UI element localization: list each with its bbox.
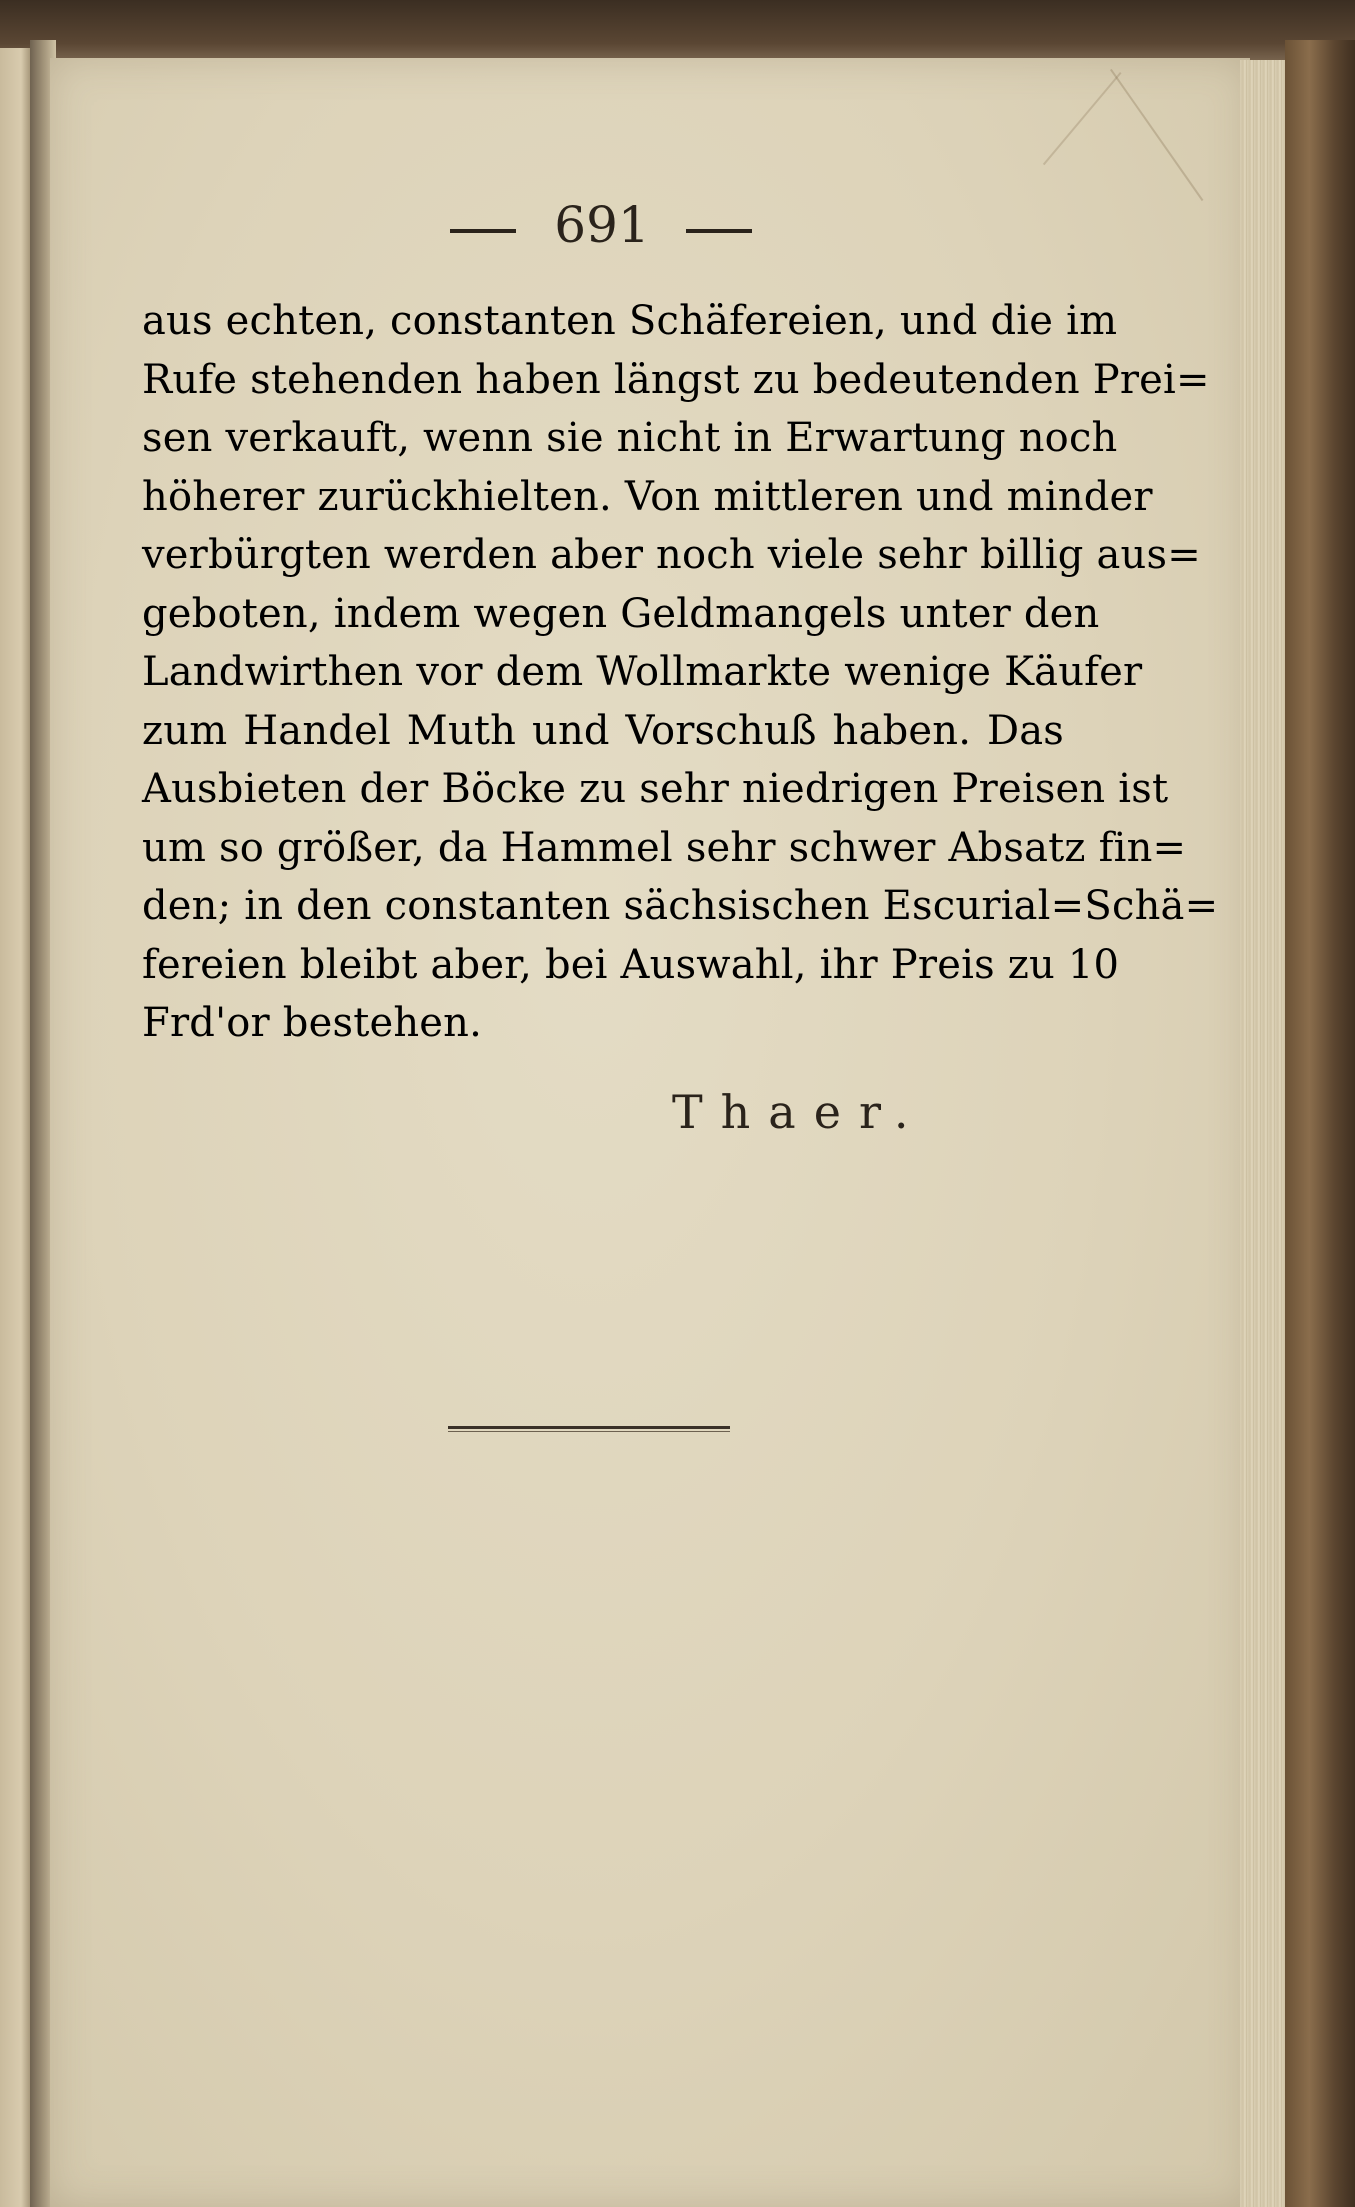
text-line: verbürgten werden aber noch viele sehr billig aus= — [142, 532, 1201, 578]
book-cover-edge — [1285, 40, 1355, 2207]
text-line: höherer zurückhielten. Von mittleren und minder — [142, 473, 1153, 520]
text-line: sen verkauft, wenn sie nicht in Erwartung noch — [142, 415, 1118, 461]
text-line: geboten, indem wegen Geldmangels unter den — [142, 590, 1100, 637]
text-line: aus echten, constanten Schäfereien, und die im — [142, 298, 1118, 344]
text-line: Landwirthen vor dem Wollmarkte wenige Käufer — [142, 649, 1143, 695]
text-line: fereien bleibt aber, bei Auswahl, ihr Preis zu 10 — [142, 941, 1120, 988]
author-signature: Thaer. — [672, 1085, 927, 1139]
text-line: den; in den constanten sächsischen Escurial=Schä= — [142, 883, 1219, 929]
text-line: um so größer, da Hammel sehr schwer Absatz fin= — [142, 824, 1187, 871]
page-header — [450, 195, 750, 255]
page-number: 691 — [554, 196, 650, 254]
text-line: Ausbieten der Böcke zu sehr niedrigen Preisen ist — [142, 766, 1169, 812]
book-top-edge — [0, 0, 1355, 62]
header-dash-right — [686, 229, 752, 233]
previous-page-edge — [0, 48, 30, 2207]
section-rule — [448, 1426, 730, 1429]
text-line: Rufe stehenden haben längst zu bedeutenden Prei= — [142, 356, 1210, 403]
text-line: Frd'or bestehen. — [142, 1000, 483, 1046]
text-line: zum Handel Muth und Vorschuß haben. Das — [142, 707, 1064, 754]
header-dash-left — [450, 229, 516, 233]
page-block-edge — [1240, 60, 1285, 2207]
body-text — [142, 292, 1219, 1053]
section-rule-shadow — [448, 1431, 730, 1432]
